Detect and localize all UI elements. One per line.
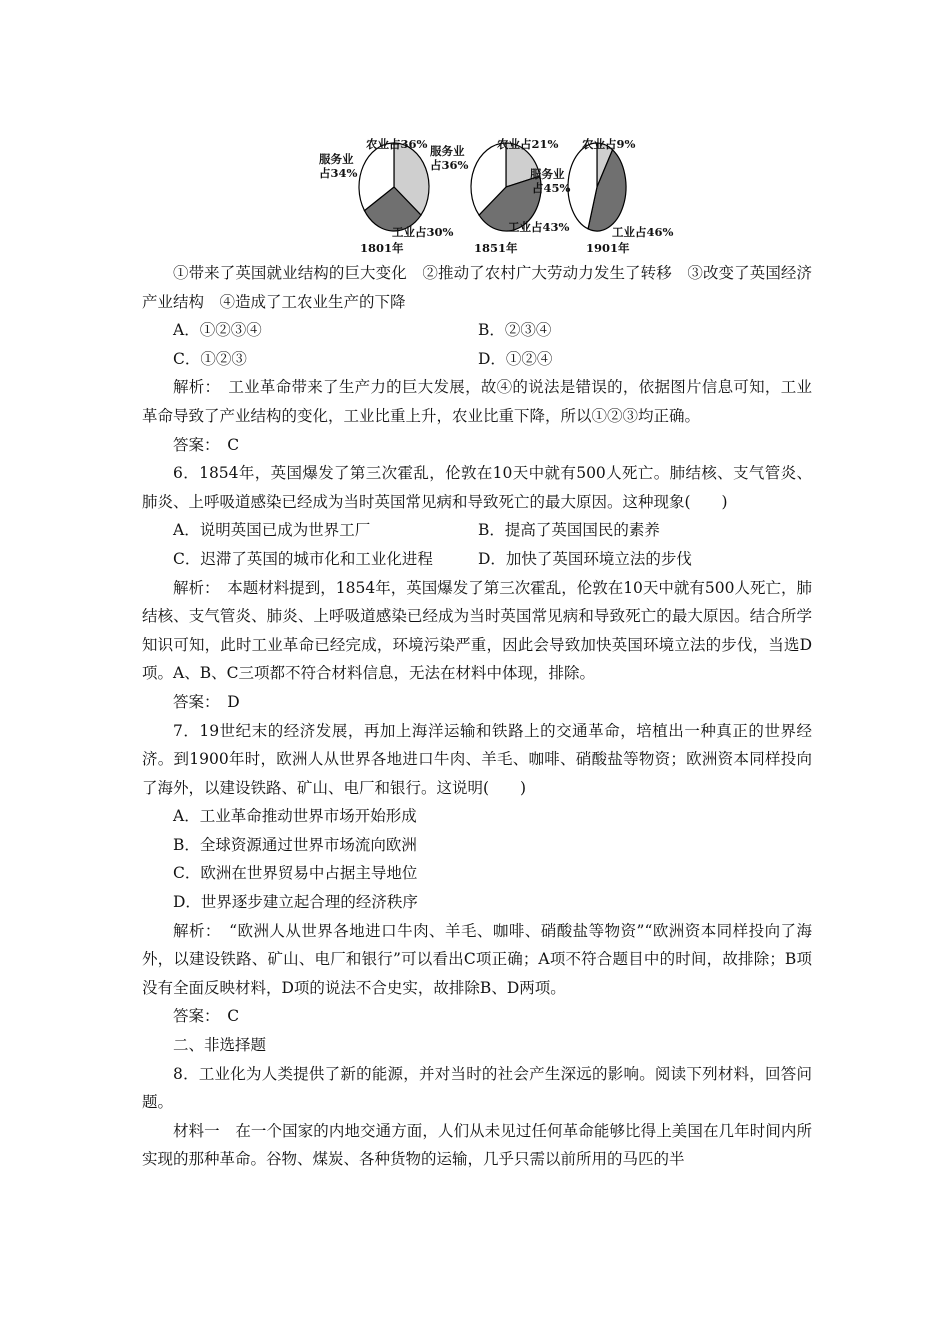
- q6-option-d: D．加快了英国环境立法的步伐: [478, 549, 692, 568]
- q6-option-c: C．迟滞了英国的城市化和工业化进程: [173, 549, 433, 568]
- chart1-agri-label: 农业占36%: [366, 137, 428, 151]
- chart3-serv-label-b: 占45%: [532, 181, 571, 195]
- q5-analysis: 解析： 工业革命带来了生产力的巨大发展，故④的说法是错误的，依据图片信息可知，工业革命导致了产业结构的变化，工业比重上升，农业比重下降，所以①②③均正确。: [142, 378, 812, 425]
- q7-stem: 7．19世纪末的经济发展，再加上海洋运输和铁路上的交通革命，培植出一种真正的世界经济。到1900年时，欧洲人从世界各地进口牛肉、羊毛、咖啡、硝酸盐等物资；欧洲资本同样投向了海外，以建设铁路、矿山、电厂和银行。这说明( ): [142, 721, 812, 797]
- chart1-serv-label-a: 服务业: [319, 152, 354, 166]
- q7-option-b: B．全球资源通过世界市场流向欧洲: [173, 835, 417, 854]
- q5-option-b: B．②③④: [478, 321, 552, 340]
- section-heading: 二、非选择题: [173, 1036, 267, 1055]
- chart2-serv-label-a: 服务业: [430, 144, 465, 158]
- q6-option-b: B．提高了英国国民的素养: [478, 521, 660, 540]
- q6-option-a: A．说明英国已成为世界工厂: [173, 521, 371, 540]
- q6-answer: 答案： D: [173, 692, 240, 711]
- question-text: [142, 259, 812, 1174]
- q7-option-d: D．世界逐步建立起合理的经济秩序: [173, 893, 418, 912]
- q8-material1: 材料一 在一个国家的内地交通方面，人们从未见过任何革命能够比得上美国在几年时间内所实现的那种革命。谷物、煤炭、各种货物的运输，几乎只需以前所用的马匹的半: [142, 1121, 812, 1169]
- chart3-ind-label: 工业占46%: [612, 225, 674, 239]
- chart1-serv-label-b: 占34%: [319, 166, 358, 180]
- chart1-year-label: 1801年: [360, 241, 404, 255]
- chart3-year-label: 1901年: [586, 241, 630, 255]
- q7-option-c: C．欧洲在世界贸易中占据主导地位: [173, 864, 418, 883]
- q6-options-row2: [142, 545, 812, 574]
- q8-stem: 8．工业化为人类提供了新的能源，并对当时的社会产生深远的影响。阅读下列材料，回答问题。: [142, 1064, 812, 1112]
- q5-option-c: C．①②③: [173, 349, 247, 368]
- q5-options-row2: [142, 345, 812, 374]
- q5-answer: 答案： C: [173, 435, 240, 454]
- chart2-ind-label: 工业占43%: [508, 220, 570, 234]
- q5-option-d: D．①②④: [478, 349, 553, 368]
- chart3-agri-label: 农业占9%: [582, 137, 636, 151]
- q7-answer: 答案： C: [173, 1007, 240, 1026]
- q6-stem: 6．1854年，英国爆发了第三次霍乱，伦敦在10天中就有500人死亡。肺结核、支气管炎、肺炎、上呼吸道感染已经成为当时英国常见病和导致死亡的最大原因。这种现象( ): [142, 464, 812, 511]
- q5-option-a: A．①②③④: [173, 321, 262, 340]
- q5-statement: ①带来了英国就业结构的巨大变化 ②推动了农村广大劳动力发生了转移 ③改变了英国经济产业结构 ④造成了工农业生产的下降: [142, 264, 812, 311]
- q5-options-row1: [142, 316, 812, 345]
- q7-option-a: A．工业革命推动世界市场开始形成: [173, 807, 417, 826]
- chart3-serv-label-a: 服务业: [530, 167, 565, 181]
- chart2-year-label: 1851年: [474, 241, 518, 255]
- chart1-ind-label: 工业占30%: [392, 225, 454, 239]
- q6-options-row1: [142, 516, 812, 545]
- chart2-agri-label: 农业占21%: [497, 137, 559, 151]
- pie-charts: [316, 135, 674, 260]
- chart2-serv-label-b: 占36%: [430, 158, 469, 172]
- q7-analysis: 解析： “欧洲人从世界各地进口牛肉、羊毛、咖啡、硝酸盐等物资”“欧洲资本同样投向了海外，以建设铁路、矿山、电厂和银行”可以看出C项正确；A项不符合题目中的时间，故排除；B项没有全面反映材料，D项的说法不合史实，故排除B、D两项。: [142, 921, 812, 997]
- q6-analysis: 解析： 本题材料提到，1854年，英国爆发了第三次霍乱，伦敦在10天中就有500人死亡，肺结核、支气管炎、肺炎、上呼吸道感染已经成为当时英国常见病和导致死亡的最大原因。结合所学知识可知，此时工业革命已经完成，环境污染严重，因此会导致加快英国环境立法的步伐，当选D项。A、B、C三项都不符合材料信息，无法在材料中体现，排除。: [142, 578, 813, 683]
